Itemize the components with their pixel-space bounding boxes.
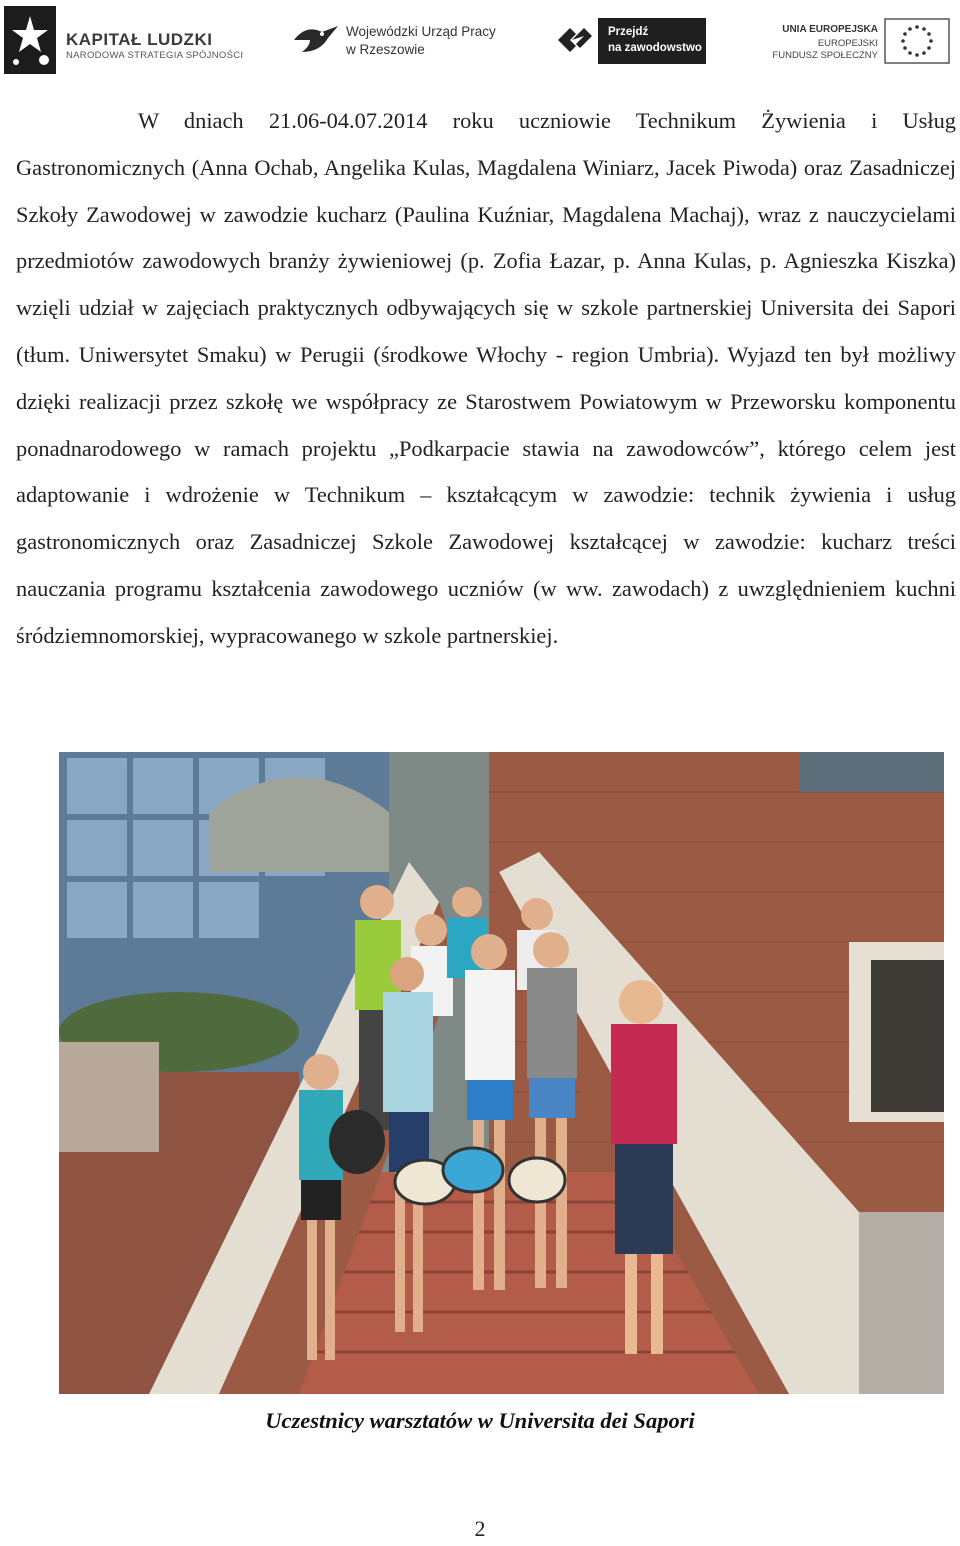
eu-line2: EUROPEJSKI (817, 38, 878, 49)
logo-header (0, 0, 960, 80)
group-photo-illustration (59, 752, 944, 1394)
body-text (16, 98, 956, 660)
wup-bird-icon (292, 22, 340, 58)
eu-line1: UNIA EUROPEJSKA (782, 24, 878, 35)
przejdz-line1: Przejdź (608, 26, 649, 38)
kapital-ludzki-subtitle: NARODOWA STRATEGIA SPÓJNOŚCI (66, 50, 244, 61)
eu-line3: FUNDUSZ SPOŁECZNY (772, 50, 878, 61)
group-photo (59, 752, 944, 1394)
page-number: 2 (474, 1516, 486, 1541)
kapital-ludzki-star-icon (4, 6, 56, 74)
wup-logo (292, 18, 502, 62)
przejdz-logo (556, 18, 710, 64)
przejdz-box (598, 18, 706, 64)
wup-line1: Wojewódzki Urząd Pracy (346, 24, 496, 39)
przejdz-arrow-icon (556, 24, 594, 56)
photo-caption: Uczestnicy warsztatów w Universita dei Sapori (265, 1408, 695, 1433)
wup-line2: w Rzeszowie (346, 42, 425, 57)
eu-flag-icon (884, 18, 950, 64)
kapital-ludzki-title: KAPITAŁ LUDZKI (66, 30, 213, 49)
eu-logo (772, 18, 954, 66)
body-paragraph: W dniach 21.06-04.07.2014 roku uczniowie Technikum Żywienia i Usług Gastronomicznych (Anna Ochab, Angelika Kulas, Magdalena Winiarz, Jacek Piwoda) oraz Zasadniczej Szkoły Zawodowej w zawodzie kucharz (Paulina Kuźniar, Magdalena Machaj), wraz z nauczycielami przedmiotów zawodowych branży żywieniowej (p. Zofia Łazar, p. Anna Kulas, p. Agnieszka Kiszka) wzięli udział w zajęciach praktycznych odbywających się w szkole partnerskiej Universita dei Sapori (tłum. Uniwersytet Smaku) w Perugii (środkowe Włochy - region Umbria). Wyjazd ten był możliwy dzięki realizacji przez szkołę we współpracy ze Starostwem Powiatowym w Przeworsku komponentu ponadnarodowego w ramach projektu „Podkarpacie stawia na zawodowców”, którego celem jest adaptowanie i wdrożenie w Technikum – kształcącym w zawodzie: technik żywienia i usług gastronomicznych oraz Zasadniczej Szkole Zawodowej kształcącej w zawodzie: kucharz treści nauczania programu kształcenia zawodowego uczniów (w ww. zawodach) z uwzględnieniem kuchni śródziemnomorskiej, wypracowanego w szkole partnerskiej. (16, 108, 956, 648)
przejdz-line2: na zawodowstwo (608, 42, 702, 54)
kapital-ludzki-logo (4, 6, 244, 74)
